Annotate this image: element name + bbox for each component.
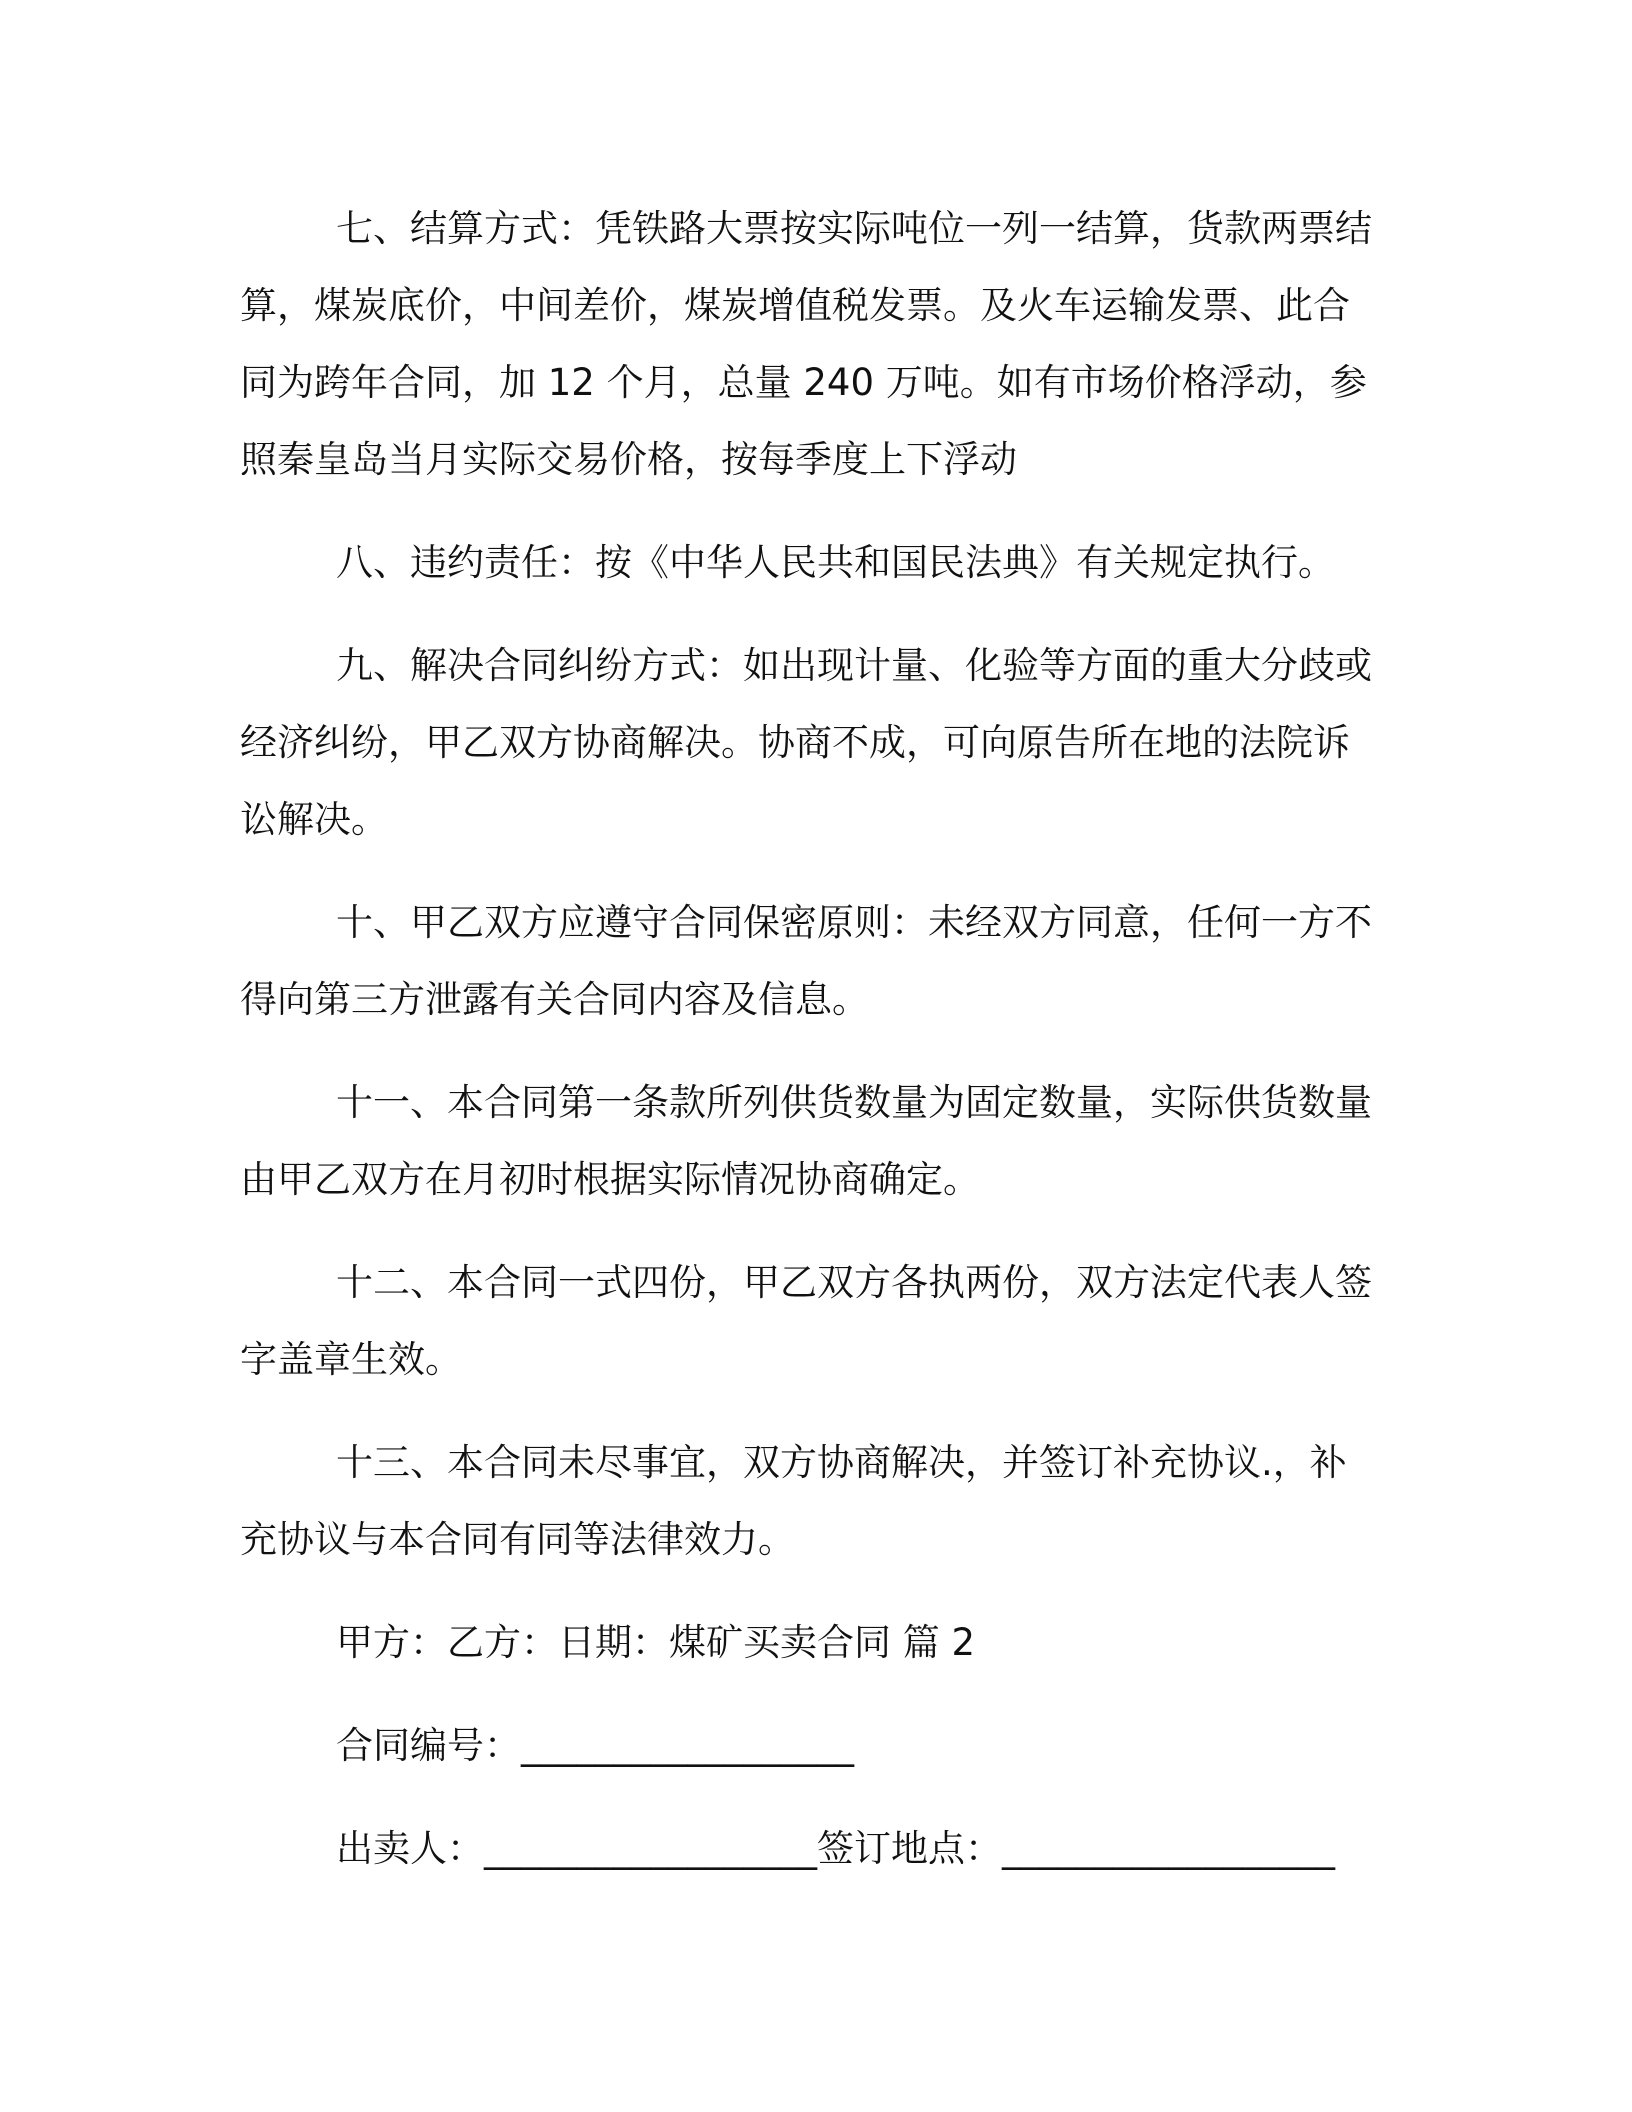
seller-location-line: 出卖人：__________________签订地点：__________________ xyxy=(336,1827,1335,1870)
clause-9-dispute-resolution: 九、解决合同纠纷方式：如出现计量、化验等方面的重大分歧或经济纠纷，甲乙双方协商解决。协商不成，可向原告所在地的法院诉讼解决。 xyxy=(240,644,1372,841)
document-body xyxy=(240,190,1380,1887)
contract-number-line: 合同编号：__________________ xyxy=(336,1724,854,1767)
clause-12-copies: 十二、本合同一式四份，甲乙双方各执两份，双方法定代表人签字盖章生效。 xyxy=(240,1261,1372,1381)
clause-11-supply-quantity: 十一、本合同第一条款所列供货数量为固定数量，实际供货数量由甲乙双方在月初时根据实际情况协商确定。 xyxy=(240,1081,1372,1201)
clause-8-liability: 八、违约责任：按《中华人民共和国民法典》有关规定执行。 xyxy=(336,541,1335,584)
clause-7-settlement: 七、结算方式：凭铁路大票按实际吨位一列一结算，货款两票结算，煤炭底价，中间差价，煤炭增值税发票。及火车运输发票、此合同为跨年合同，加 12 个月，总量 240 万吨。如有市场价格浮动，参照秦皇岛当月实际交易价格，按每季度上下浮动 xyxy=(240,207,1372,481)
clause-13-supplementary: 十三、本合同未尽事宜，双方协商解决，并签订补充协议.，补充协议与本合同有同等法律效力。 xyxy=(240,1441,1347,1561)
clause-10-confidentiality: 十、甲乙双方应遵守合同保密原则：未经双方同意，任何一方不得向第三方泄露有关合同内容及信息。 xyxy=(240,901,1372,1021)
signature-line: 甲方：乙方：日期：煤矿买卖合同 篇 2 xyxy=(336,1621,976,1664)
